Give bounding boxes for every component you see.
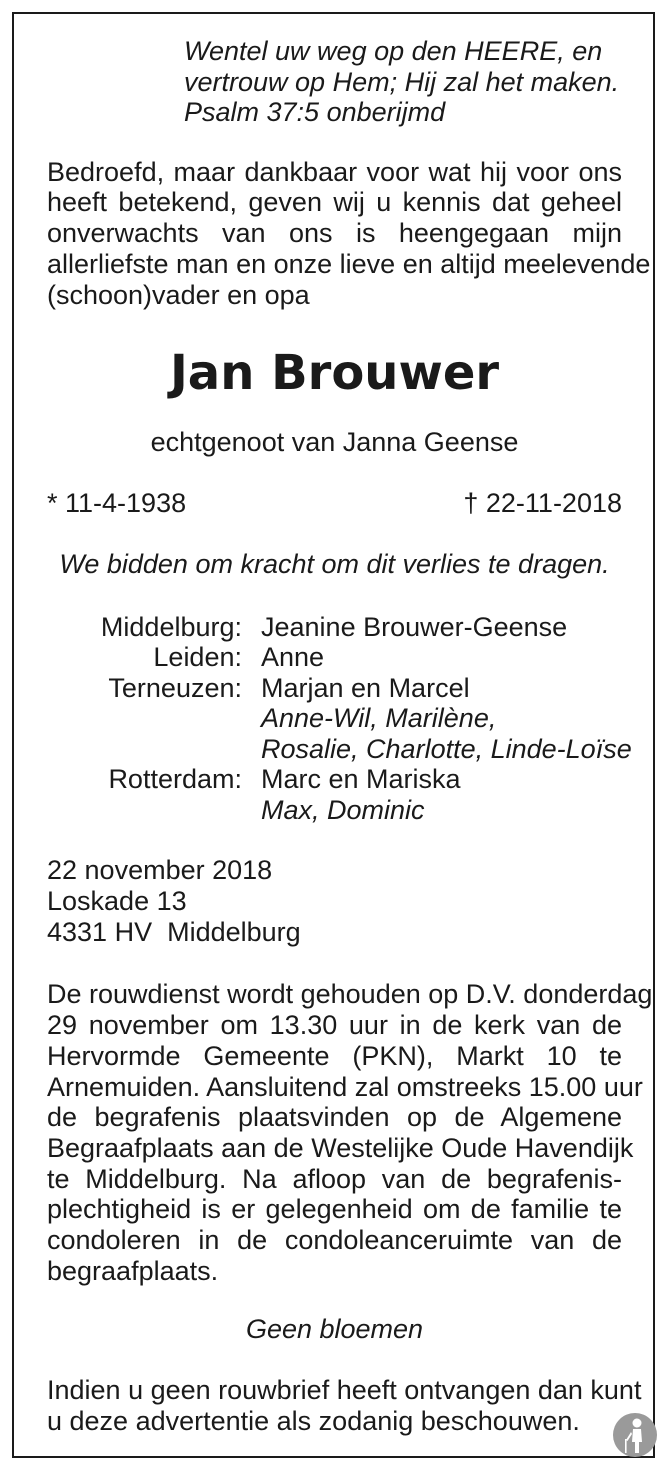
intro-line-3: onverwachts van ons is heengegaan mijn — [47, 218, 622, 248]
family-names-2: Anne — [261, 642, 325, 672]
service-line-5: de begrafenis plaatsvinden op de Algemene — [47, 1102, 622, 1132]
family-place-3: Terneuzen: — [108, 673, 242, 703]
family-names-3: Marjan en Marcel — [261, 673, 470, 703]
service-line-7: te Middelburg. Na afloop van de begrafenis- — [47, 1164, 622, 1194]
address-street: Loskade 13 — [47, 886, 187, 916]
family-place-2: Leiden: — [153, 642, 242, 672]
person-with-cane-logo-icon — [612, 1412, 658, 1458]
service-line-2: 29 november om 13.30 uur in de kerk van de — [47, 1010, 622, 1040]
family-names-6: Marc en Mariska — [261, 764, 461, 794]
intro-line-2: heeft betekend, geven wij u kennis dat geheel — [47, 187, 622, 217]
service-line-4: Arnemuiden. Aansluitend zal omstreeks 15.00 uur — [47, 1072, 643, 1102]
service-line-6: Begraafplaats aan de Westelijke Oude Havendijk — [47, 1133, 634, 1163]
intro-line-4: allerliefste man en onze lieve en altijd meelevende — [47, 249, 651, 279]
service-line-3: Hervormde Gemeente (PKN), Markt 10 te — [47, 1041, 622, 1071]
death-date: † 22-11-2018 — [463, 488, 622, 518]
family-names-5: Rosalie, Charlotte, Linde-Loïse — [261, 734, 632, 764]
service-line-8: plechtigheid is er gelegenheid om de familie te — [47, 1194, 622, 1224]
intro-line-5: (schoon)vader en opa — [47, 280, 310, 310]
address-city: 4331 HV Middelburg — [47, 917, 301, 947]
birth-date: * 11-4-1938 — [47, 488, 187, 518]
closing-line-2: u deze advertentie als zodanig beschouwen. — [47, 1406, 580, 1436]
family-place-6: Rotterdam: — [108, 764, 242, 794]
address-date: 22 november 2018 — [47, 855, 273, 885]
verse-line-1: Wentel uw weg op den HEERE, en — [184, 36, 603, 66]
verse-reference: Psalm 37:5 onberijmd — [184, 97, 446, 127]
service-line-10: begraafplaats. — [47, 1256, 219, 1286]
no-flowers-line: Geen bloemen — [245, 1314, 424, 1344]
family-place-1: Middelburg: — [100, 612, 242, 642]
service-line-9: condoleren in de condoleanceruimte van de — [47, 1225, 622, 1255]
spouse-line: echtgenoot van Janna Geense — [150, 427, 519, 457]
closing-line-1: Indien u geen rouwbrief heeft ontvangen dan kunt — [47, 1375, 642, 1405]
family-names-7: Max, Dominic — [261, 795, 425, 825]
deceased-name: Jan Brouwer — [169, 345, 500, 401]
intro-line-1: Bedroefd, maar dankbaar voor wat hij voor ons — [47, 157, 622, 187]
service-line-1: De rouwdienst wordt gehouden op D.V. donderdag — [47, 979, 653, 1009]
family-names-1: Jeanine Brouwer-Geense — [261, 612, 568, 642]
family-names-4: Anne-Wil, Marilène, — [261, 703, 497, 733]
verse-line-2: vertrouw op Hem; Hij zal het maken. — [184, 67, 620, 97]
prayer-line: We bidden om kracht om dit verlies te dragen. — [59, 549, 610, 579]
